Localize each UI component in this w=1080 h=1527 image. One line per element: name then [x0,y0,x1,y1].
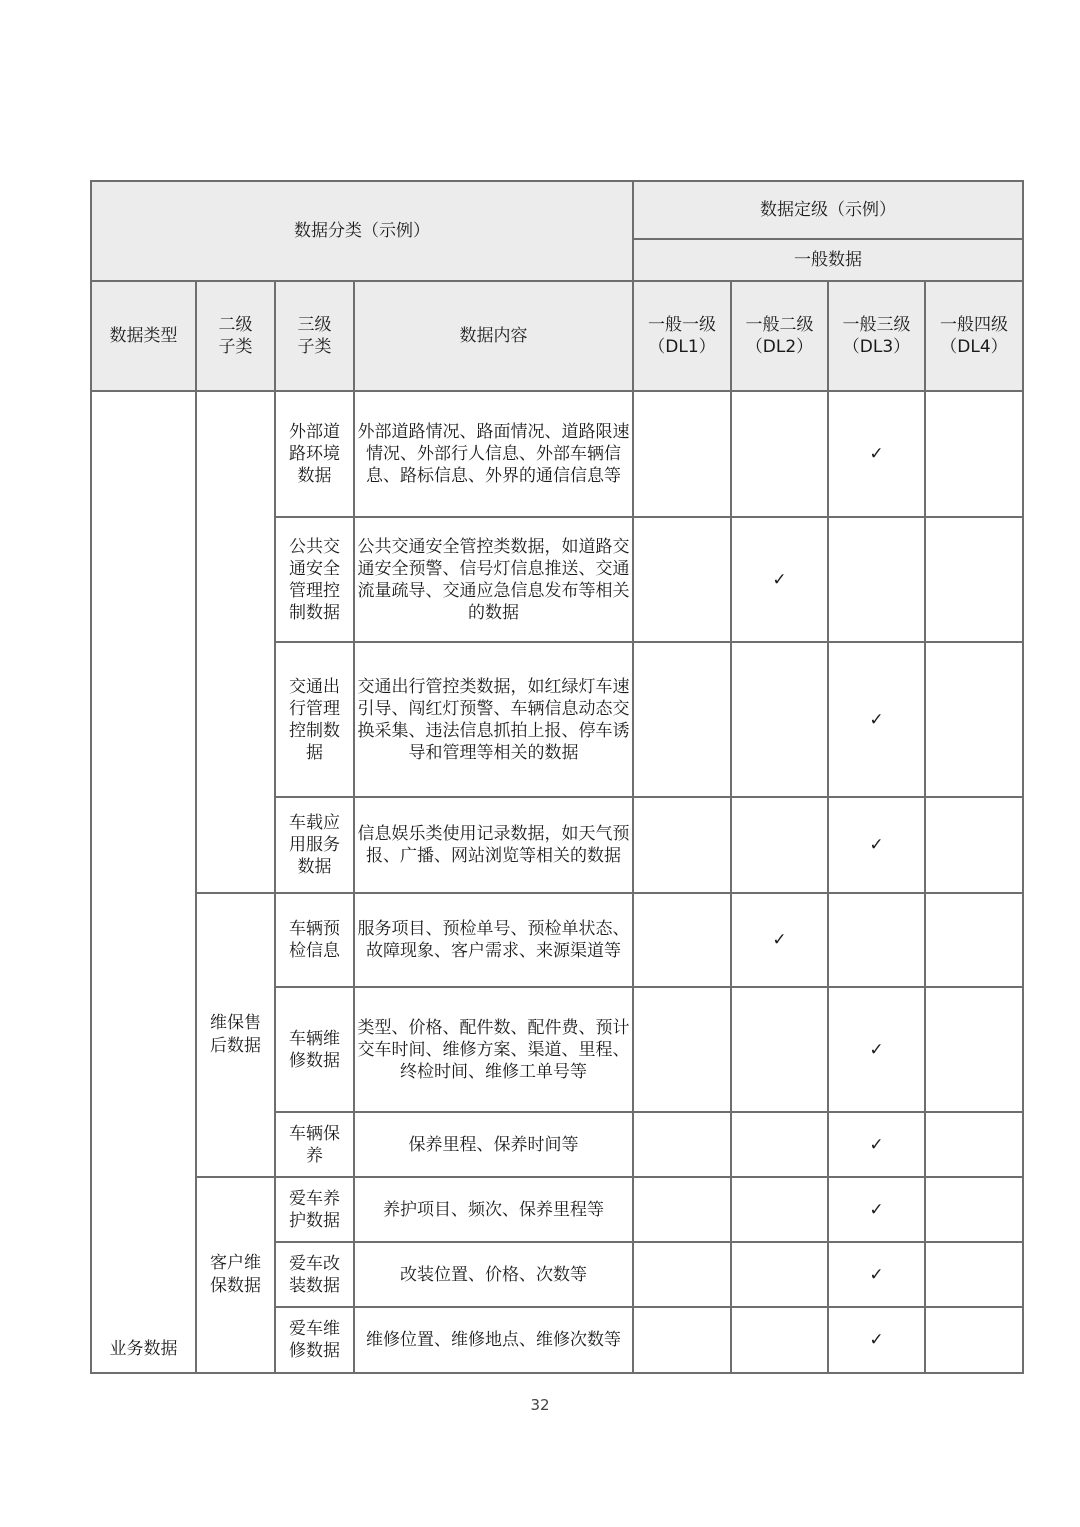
level-3-cell [828,517,925,642]
level-2-cell [731,987,828,1112]
content-cell: 维修位置、维修地点、维修次数等 [354,1307,633,1373]
content-cell: 外部道路情况、路面情况、道路限速情况、外部行人信息、外部车辆信息、路标信息、外界的通信信息等 [354,391,633,517]
check-mark: ✓ [869,1330,884,1350]
level-4-cell [925,642,1023,797]
table-row [91,1177,1023,1242]
col-data-type: 数据类型 [91,281,196,391]
level-4-cell [925,1242,1023,1307]
data-grading-table [90,180,1024,1374]
level-3-cell [828,987,925,1112]
level-2-cell [731,517,828,642]
sub3-cell: 车辆维 修数据 [275,987,354,1112]
col-level-3: 一般三级 （DL3） [828,281,925,391]
grading-header: 数据定级（示例） [633,181,1023,239]
content-cell: 服务项目、预检单号、预检单状态、故障现象、客户需求、来源渠道等 [354,893,633,987]
level-3-cell [828,1177,925,1242]
col-level-2: 一般二级 （DL2） [731,281,828,391]
level-2-cell [731,1242,828,1307]
check-mark: ✓ [869,1039,884,1060]
col-sub3: 三级 子类 [275,281,354,391]
check-mark: ✓ [869,1134,884,1155]
level-1-cell [633,1112,731,1177]
general-data-header: 一般数据 [633,239,1023,281]
level-3-cell [828,797,925,893]
check-mark: ✓ [869,1199,884,1220]
content-cell: 养护项目、频次、保养里程等 [354,1177,633,1242]
level-1-cell [633,893,731,987]
sub3-cell: 爱车改 装数据 [275,1242,354,1307]
classification-header: 数据分类（示例） [91,181,633,281]
col-content: 数据内容 [354,281,633,391]
level-4-cell [925,987,1023,1112]
check-mark: ✓ [869,444,884,464]
sub3-cell: 外部道 路环境 数据 [275,391,354,517]
table-row [91,893,1023,987]
level-3-cell [828,391,925,517]
level-4-cell [925,1307,1023,1373]
sub3-cell: 交通出 行管理 控制数 据 [275,642,354,797]
level-4-cell [925,1112,1023,1177]
sub3-cell: 车载应 用服务 数据 [275,797,354,893]
level-4-cell [925,1177,1023,1242]
sub3-cell: 爱车养 护数据 [275,1177,354,1242]
col-level-1: 一般一级 （DL1） [633,281,731,391]
level-1-cell [633,517,731,642]
check-mark: ✓ [772,569,787,590]
sub2-empty-cell [196,391,275,893]
level-1-cell [633,642,731,797]
level-1-cell [633,1307,731,1373]
level-2-cell [731,1307,828,1373]
level-1-cell [633,1177,731,1242]
level-4-cell [925,797,1023,893]
sub3-cell: 爱车维 修数据 [275,1307,354,1373]
sub2-cell: 维保售 后数据 [196,893,275,1177]
level-3-cell [828,1112,925,1177]
data-type-cell: 业务数据 [91,391,196,1373]
content-cell: 类型、价格、配件数、配件费、预计交车时间、维修方案、渠道、里程、终检时间、维修工单号等 [354,987,633,1112]
level-3-cell [828,1242,925,1307]
level-4-cell [925,517,1023,642]
sub3-cell: 车辆预 检信息 [275,893,354,987]
check-mark: ✓ [869,1264,884,1285]
table-row [91,391,1023,517]
content-cell: 公共交通安全管控类数据，如道路交通安全预警、信号灯信息推送、交通流量疏导、交通应急信息发布等相关的数据 [354,517,633,642]
level-1-cell [633,797,731,893]
level-4-cell [925,893,1023,987]
sub3-cell: 公共交 通安全 管理控 制数据 [275,517,354,642]
level-3-cell [828,642,925,797]
level-2-cell [731,642,828,797]
content-cell: 保养里程、保养时间等 [354,1112,633,1177]
level-3-cell [828,893,925,987]
level-1-cell [633,987,731,1112]
col-sub2: 二级 子类 [196,281,275,391]
check-mark: ✓ [869,835,884,855]
page-number: 32 [530,1396,550,1414]
level-1-cell [633,391,731,517]
level-2-cell [731,1177,828,1242]
level-2-cell [731,797,828,893]
sub2-cell: 客户维 保数据 [196,1177,275,1373]
content-cell: 信息娱乐类使用记录数据，如天气预报、广播、网站浏览等相关的数据 [354,797,633,893]
level-1-cell [633,1242,731,1307]
level-4-cell [925,391,1023,517]
level-3-cell [828,1307,925,1373]
level-2-cell [731,1112,828,1177]
col-level-4: 一般四级 （DL4） [925,281,1023,391]
content-cell: 改装位置、价格、次数等 [354,1242,633,1307]
level-2-cell [731,391,828,517]
check-mark: ✓ [772,930,787,950]
check-mark: ✓ [869,709,884,730]
sub3-cell: 车辆保 养 [275,1112,354,1177]
content-cell: 交通出行管控类数据，如红绿灯车速引导、闯红灯预警、车辆信息动态交换采集、违法信息抓拍上报、停车诱导和管理等相关的数据 [354,642,633,797]
level-2-cell [731,893,828,987]
